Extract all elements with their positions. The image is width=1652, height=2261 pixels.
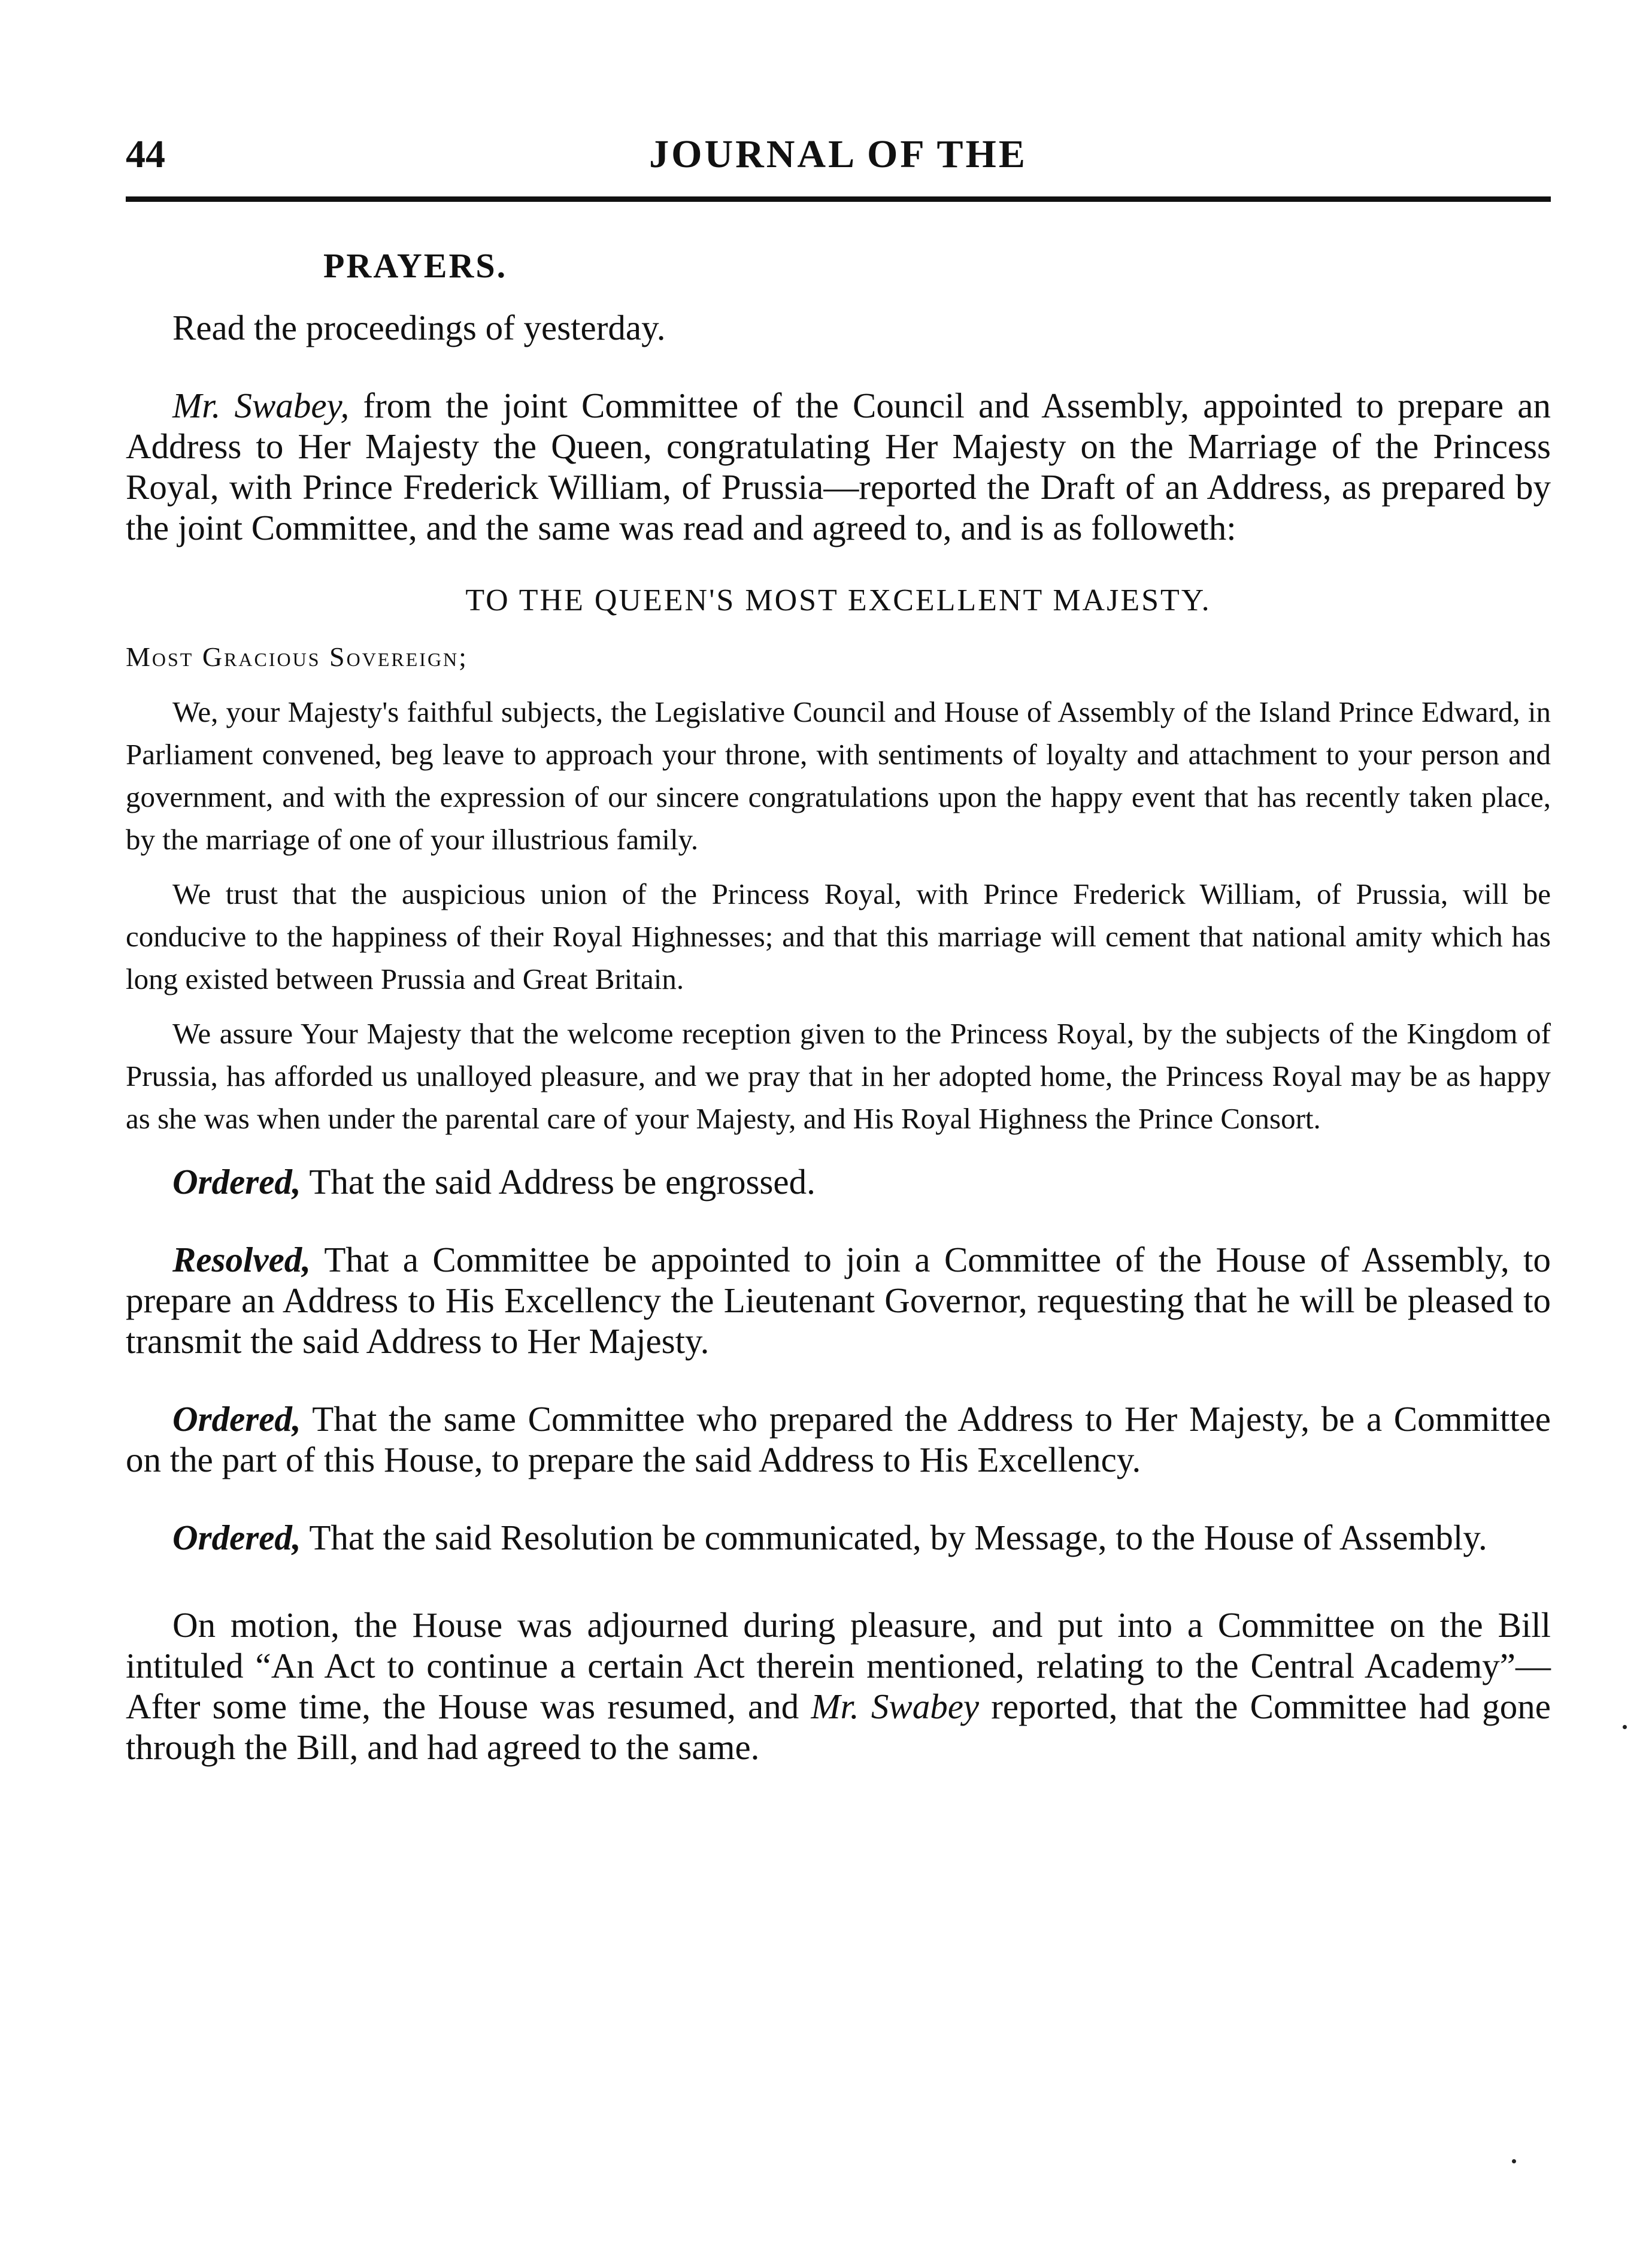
- address-paragraph: We assure Your Majesty that the welcome reception given to the Princess Royal, by the subjects of the Kingdom of Prussia, has afforded us unalloyed pleasure, and we pray that in her adopted home, the Princess Royal may be as happy as she was when under the parental care of your Majesty, and His Royal Highness the Prince Consort.: [126, 1017, 1551, 1135]
- page-number: 44: [126, 132, 165, 176]
- proceeding-paragraph: [126, 1239, 1551, 1361]
- proceeding-paragraph: [126, 1517, 1551, 1558]
- page-header: [126, 120, 1551, 198]
- motion-paragraph: [126, 1605, 1551, 1767]
- address-salutation: Most Gracious Sovereign;: [126, 641, 468, 672]
- read-proceedings-line: Read the proceedings of yesterday.: [172, 308, 666, 347]
- proceeding-text: That the same Committee who prepared the Address to Her Majesty, be a Committee on the part of this House, to prepare the said Address to His Excellency.: [126, 1399, 1551, 1479]
- address-title: TO THE QUEEN'S MOST EXCELLENT MAJESTY.: [465, 583, 1211, 618]
- proceeding-text: That the said Resolution be communicated, by Message, to the House of Assembly.: [301, 1518, 1487, 1557]
- ink-speck: [1623, 1725, 1627, 1729]
- committee-report-paragraph: [126, 385, 1551, 548]
- committee-report-text: from the joint Committee of the Council and Assembly, appointed to prepare an Address to Her Majesty the Queen, congratulating Her Majesty on the Marriage of the Princess Royal, with Prince Frederick William, of Prussia—reported the Draft of an Address, as prepared by the joint Committee, and the same was read and agreed to, and is as followeth:: [126, 386, 1551, 547]
- proceeding-paragraph: [126, 1161, 1551, 1202]
- address-paragraph: We, your Majesty's faithful subjects, the Legislative Council and House of Assembly of the Island Prince Edward, in Parliament convened, beg leave to approach your throne, with sentiments of loyalty and attachment to your person and government, and with the expression of our sincere congratulations upon the happy event that has recently taken place, by the marriage of one of your illustrious family.: [126, 695, 1551, 856]
- journal-page: [126, 120, 1551, 2216]
- proceeding-paragraph: [126, 1399, 1551, 1480]
- header-rule: [126, 196, 1551, 202]
- proceeding-lead: Ordered,: [172, 1518, 301, 1557]
- speaker-name: Mr. Swabey,: [172, 386, 350, 425]
- address-paragraph: We trust that the auspicious union of the Princess Royal, with Prince Frederick William, of Prussia, will be conducive to the happiness of their Royal Highnesses; and that this marriage will cement that national amity which has long existed between Prussia and Great Britain.: [126, 877, 1551, 995]
- proceeding-text: That a Committee be appointed to join a Committee of the House of Assembly, to prepare an Address to His Excellency the Lieutenant Governor, requesting that he will be pleased to transmit the said Address to Her Majesty.: [126, 1240, 1551, 1361]
- motion-text: On motion, the House was adjourned during pleasure, and put into a Committee on the Bill intituled “An Act to continue a certain Act therein mentioned, relating to the Central Academy”—After some time, the House was resumed, and: [126, 1605, 1551, 1726]
- speaker-name: Mr. Swabey: [811, 1687, 980, 1726]
- section-heading: PRAYERS.: [323, 246, 508, 285]
- motion-text: reported, that the Committee had gone through the Bill, and had agreed to the same.: [126, 1687, 1551, 1767]
- running-head: JOURNAL OF THE: [649, 132, 1027, 176]
- proceeding-lead: Resolved,: [172, 1240, 311, 1279]
- proceeding-lead: Ordered,: [172, 1399, 301, 1439]
- ink-speck: [1512, 2159, 1516, 2163]
- proceeding-lead: Ordered,: [172, 1162, 301, 1201]
- proceeding-text: That the said Address be engrossed.: [301, 1162, 816, 1201]
